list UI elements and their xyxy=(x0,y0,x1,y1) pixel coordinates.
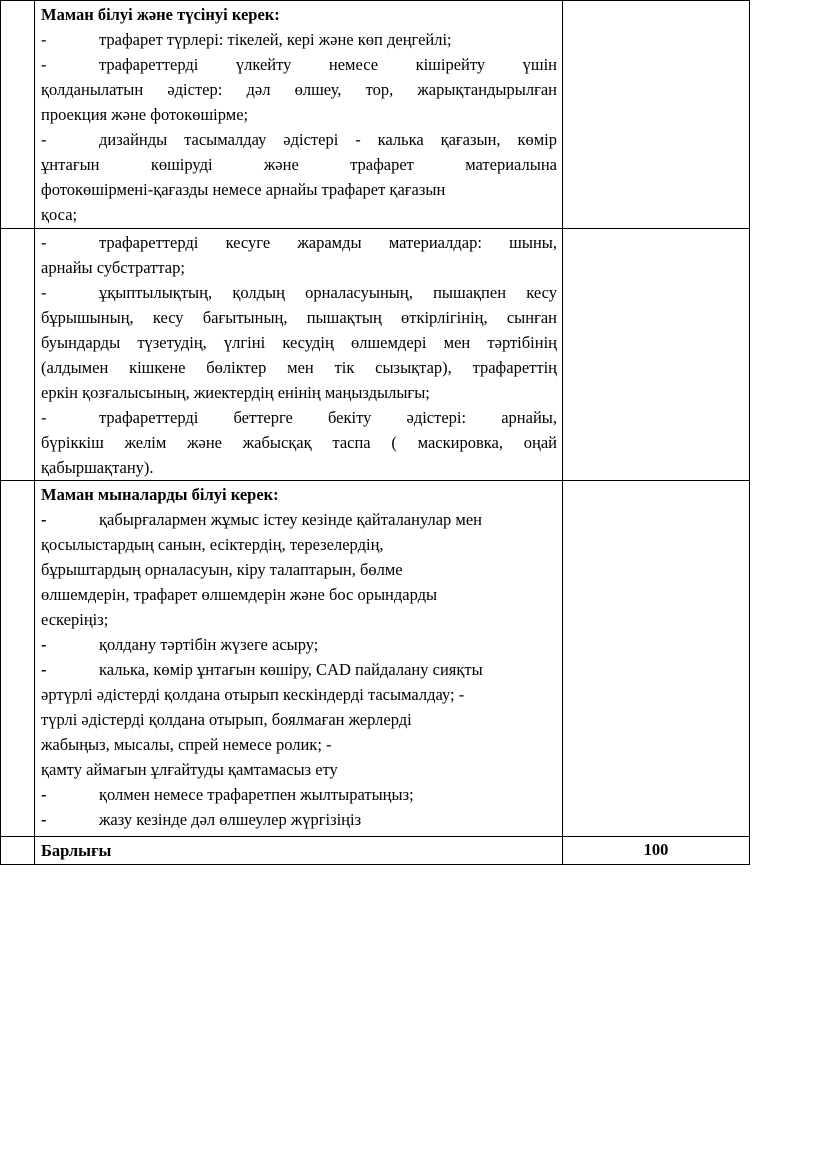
total-value: 100 xyxy=(563,837,750,865)
number-cell xyxy=(1,481,35,837)
list-item: - трафареттерді беттерге бекіту әдістері: арнайы, xyxy=(41,408,557,427)
total-label: Барлығы xyxy=(35,837,563,865)
number-cell xyxy=(1,1,35,229)
content-cell: Маман мыналарды білуі керек: - қабырғалармен жұмыс істеу кезінде қайталанулар мен қосылыстардың санын, есіктердің, терезелердің, бұрыштардың орналасуын, кіру талаптарын, бөлме өлшемдерін, трафарет өлшемдерін және бос орындарды ескеріңіз; - қолдану тәртібін жүзеге асыру; - калька, көмір ұнтағын көшіру, CAD пайдалану сияқты әртүрлі әдістерді қолдана отырып кескіндерді тасымалдау; - түрлі әдістерді қолдана отырып, боялмаған жерлерді жабыңыз, мысалы, спрей немесе ролик; - қамту аймағын ұлғайтуды қамтамасыз ету - қолмен немесе трафаретпен жылтыратыңыз; - жазу кезінде дәл өлшеулер жүргізіңіз xyxy=(35,481,563,837)
list-item: - жазу кезінде дәл өлшеулер жүргізіңіз xyxy=(41,810,362,829)
score-cell xyxy=(563,229,750,481)
content-cell: - трафареттерді кесуге жарамды материалдар: шыны, арнайы субстраттар; - ұқыптылықтың, қолдың орналасуының, пышақпен кесу бұрышының, кесу бағытының, пышақтың өткірлігінің, сынған буындарды түзетудің, үлгіні кесудің өлшемдері мен тәртібінің (алдымен кішкене бөліктер мен тік сызықтар), трафареттің еркін қозғалысының, жиектердің енінің маңыздылығы; - трафареттерді беттерге бекіту әдістері: арнайы, бүріккіш желім және жабысқақ таспа ( маскировка, оңай қабыршақтану). xyxy=(35,229,563,481)
number-cell xyxy=(1,837,35,865)
list-item: - қолмен немесе трафаретпен жылтыратыңыз; xyxy=(41,785,414,804)
list-item: - ұқыптылықтың, қолдың орналасуының, пышақпен кесу xyxy=(41,283,557,302)
score-cell xyxy=(563,481,750,837)
list-item: - дизайнды тасымалдау әдістері - калька қағазын, көмір xyxy=(41,130,557,149)
section-heading: Маман білуі және түсінуі керек: xyxy=(41,5,280,24)
list-item: - қабырғалармен жұмыс істеу кезінде қайталанулар мен xyxy=(41,510,483,529)
list-item: - калька, көмір ұнтағын көшіру, CAD пайдалану сияқты xyxy=(41,660,483,679)
list-item: - трафарет түрлері: тікелей, кері және көп деңгейлі; xyxy=(41,30,452,49)
content-cell xyxy=(35,1,563,229)
table-row xyxy=(1,229,750,481)
table-row xyxy=(1,481,750,837)
list-item: - трафареттерді кесуге жарамды материалдар: шыны, xyxy=(41,233,557,252)
table-row xyxy=(1,837,750,865)
section1-items: - трафарет түрлері: тікелей, кері және көп деңгейлі; - трафареттерді үлкейту немесе кішірейту үшін қолданылатын әдістер: дәл өлшеу, тор, жарықтандырылған проекция және фотокөшірме; - дизайнды тасымалдау әдістері - калька қағазын, көмір ұнтағын көшіруді және трафарет материалына фотокөшірмені-қағазды немесе арнайы трафарет қағазын қоса; xyxy=(41,27,557,227)
table-row xyxy=(1,1,750,229)
list-item: - трафареттерді үлкейту немесе кішірейту үшін xyxy=(41,55,557,74)
number-cell xyxy=(1,229,35,481)
list-item: - қолдану тәртібін жүзеге асыру; xyxy=(41,635,319,654)
section-heading: Маман мыналарды білуі керек: xyxy=(41,485,279,504)
score-cell xyxy=(563,1,750,229)
